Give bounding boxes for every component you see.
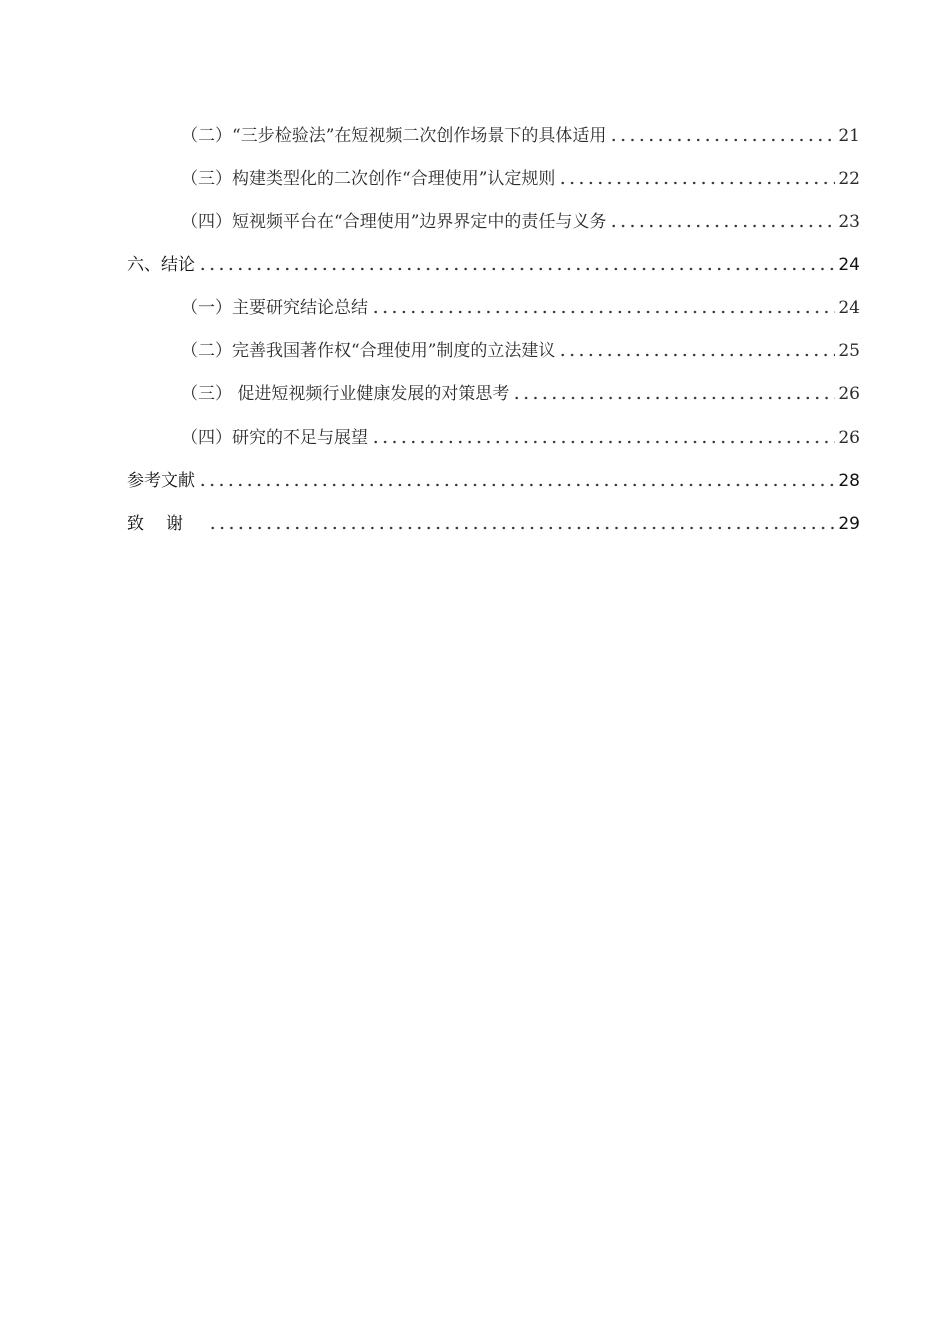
toc-entry-title: （三） 促进短视频行业健康发展的对策思考 <box>181 384 510 404</box>
toc-dot-leader <box>371 439 835 445</box>
toc-dot-leader <box>371 309 835 315</box>
toc-entry[interactable] <box>181 426 860 450</box>
toc-entry[interactable] <box>181 124 860 148</box>
toc-dot-leader <box>208 525 835 531</box>
toc-entry[interactable] <box>181 339 860 363</box>
toc-entry-title: （三）构建类型化的二次创作“合理使用”认定规则 <box>181 169 556 189</box>
toc-entry-page: 22 <box>838 169 860 189</box>
toc-entry-page: 23 <box>838 212 860 232</box>
toc-entry[interactable] <box>181 167 860 191</box>
toc-entry[interactable] <box>181 210 860 234</box>
toc-dot-leader <box>609 137 835 143</box>
toc-entry-page: 29 <box>838 514 860 534</box>
toc-chapter-title: 六、结论 <box>127 255 195 275</box>
toc-entry-page: 24 <box>838 255 860 275</box>
toc-entry-page: 24 <box>838 298 860 318</box>
toc-dot-leader <box>198 266 835 272</box>
toc-dot-leader <box>609 223 835 229</box>
toc-dot-leader <box>558 180 835 186</box>
toc-entry-page: 26 <box>838 428 860 448</box>
toc-dot-leader <box>558 352 835 358</box>
toc-chapter-entry[interactable] <box>127 469 860 493</box>
toc-chapter-entry[interactable] <box>127 512 860 536</box>
toc-entry-page: 21 <box>838 126 860 146</box>
toc-entry-title: （二）完善我国著作权“合理使用”制度的立法建议 <box>181 341 556 361</box>
toc-entry-title: （一）主要研究结论总结 <box>181 298 368 318</box>
toc-entry[interactable] <box>181 296 860 320</box>
toc-chapter-title: 致谢 <box>127 514 205 534</box>
toc-entry-title: （四）短视频平台在“合理使用”边界界定中的责任与义务 <box>181 212 607 232</box>
toc-dot-leader <box>512 395 835 401</box>
toc-entry-title: （四）研究的不足与展望 <box>181 428 368 448</box>
toc-dot-leader <box>198 482 835 488</box>
toc-entry-page: 25 <box>838 341 860 361</box>
toc-chapter-title: 参考文献 <box>127 471 195 491</box>
toc-entry-page: 26 <box>838 384 860 404</box>
toc-entry-title: （二）“三步检验法”在短视频二次创作场景下的具体适用 <box>181 126 607 146</box>
toc-entry-page: 28 <box>838 471 860 491</box>
toc-entry[interactable] <box>181 382 860 406</box>
toc-chapter-entry[interactable] <box>127 253 860 277</box>
